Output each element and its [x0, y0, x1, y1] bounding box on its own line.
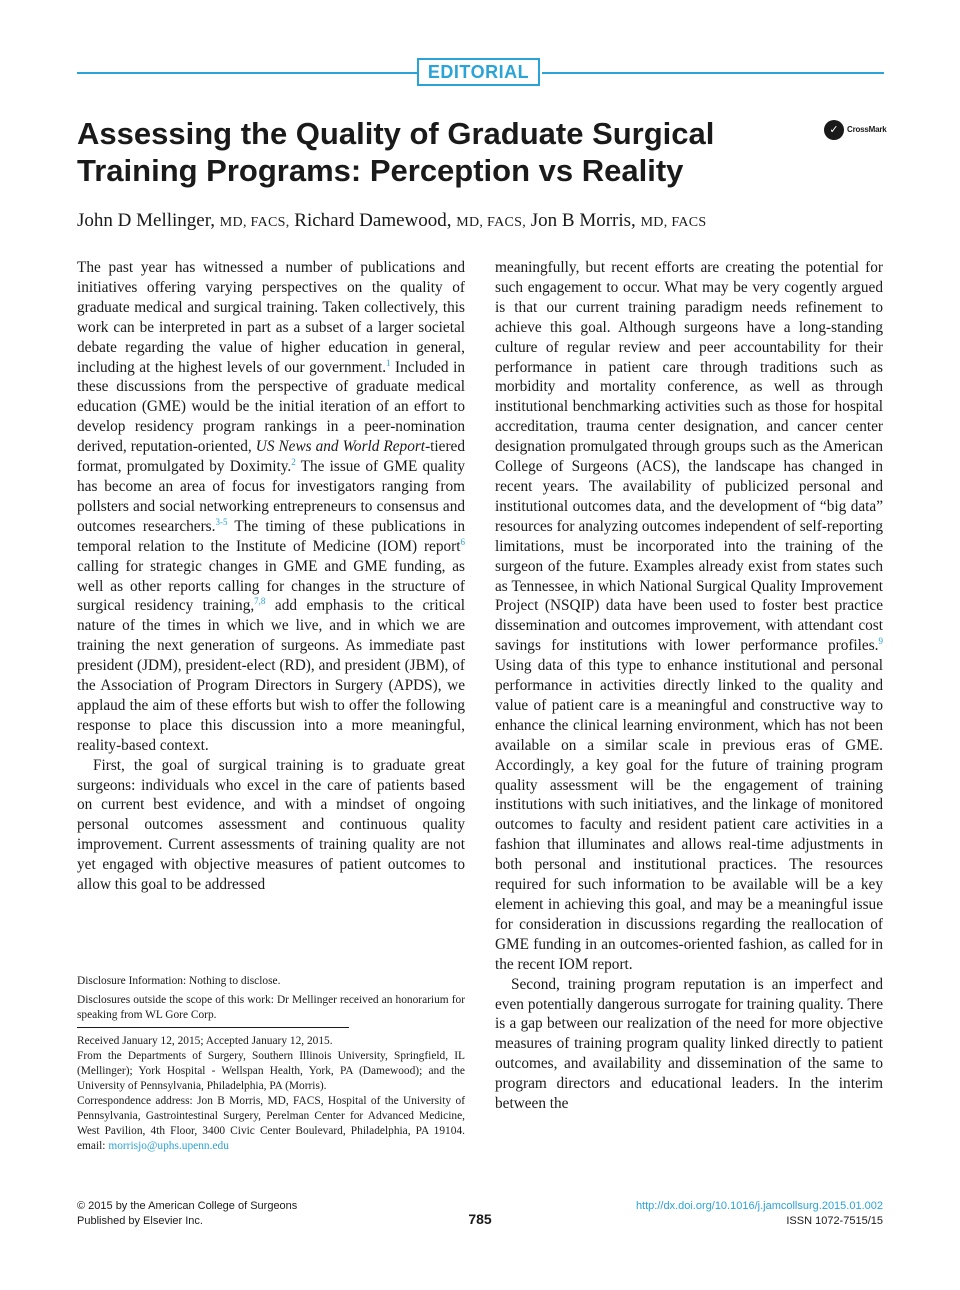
citation-link[interactable]: 1: [386, 357, 391, 368]
crossmark-icon: ✓: [824, 120, 844, 140]
doi-link[interactable]: http://dx.doi.org/10.1016/j.jamcollsurg.2015.01.002: [635, 1200, 883, 1212]
body-paragraph: [495, 258, 883, 975]
body-text: Using data of this type to enhance institutional and personal performance in activities directly linked to the quality and value of patient care is a meaningful and constructive way to enhance the clinical learning environment, which has not been available on a similar scale in previous eras of GME. Accordingly, a key goal for the future of training program quality assessment will be the engagement of training institutions with such initiatives, and the linkage of monitored outcomes to faculty and resident patient care activities in a fashion that illuminates and allows real-time adjustments in both personal and institutional practices. The resources required for such information to be available will be a key element in achieving this goal, and may be a meaningful issue for consideration in discussions regarding the reallocation of GME funding in an outcomes-oriented fashion, as called for in the recent IOM report.: [495, 657, 883, 973]
citation-link[interactable]: 7,8: [254, 596, 266, 607]
body-paragraph: Second, training program reputation is an imperfect and even potentially dangerous surrogate for training quality. There is a gap between our realization of the need for more objective measures of training program quality linked directly to patient outcomes, and availability and dissemination of the same to program directors and educational leaders. In the interim between the: [495, 975, 883, 1113]
author-list: [77, 209, 707, 235]
citation-link[interactable]: 6: [460, 536, 465, 547]
email-link[interactable]: morrisjo@uphs.upenn.edu: [108, 1140, 229, 1152]
author-name: Jon B Morris,: [530, 210, 636, 231]
body-text: Included in these discussions from the perspective of graduate medical education (GME) would be the initial iteration of an effort to develop residency program rankings in a peer-nomination derived, reputation-oriented,: [77, 358, 465, 456]
footer-right: [636, 1199, 883, 1229]
page-number: 785: [468, 1211, 492, 1227]
affiliations: From the Departments of Surgery, Southern Illinois University, Springfield, IL (Mellinger); York Hospital - Wellspan Health, York, PA (Damewood); and the University of Pennsylvania, Philadelphia, PA (Morris).: [77, 1050, 465, 1092]
body-text: The past year has witnessed a number of publications and initiatives offering varying perspectives on the quality of graduate medical and surgical training. Taken collectively, this work can be interpreted in part as a subset of a larger societal debate regarding the value of higher education in general, including at the highest levels of our government.: [77, 259, 465, 376]
body-text: The issue of GME quality has become an area of focus for investigators ranging from pollsters and social networking entrepreneurs to consensus and outcomes researchers.: [77, 458, 465, 535]
body-column-left: [77, 258, 465, 895]
body-text: meaningfully, but recent efforts are creating the potential for such engagement to occur. What may be very cogently argued is that our current training paradigm needs refinement to achieve this goal. Although surgeons have a long-standing culture of regular review and peer accountability for their performance in patient care through traditions such as morbidity and mortality conference, as well as through institutional benchmarking activities such as those for hospital accreditation, trauma center designation, and cancer center designation promulgated through groups such as the American College of Surgeons (ACS), the landscape has changed in recent years. The availability of publicized personal and institutional outcomes data, and the development of “big data” resources for analyzing outcomes independent of self-reporting limitations, must be incorporated into the training of the surgeon of the future. Examples already exist from states such as Tennessee, in which National Surgical Quality Improvement Project (NSQIP) data have been used to foster best practice dissemination and outcomes improvement, with attendant cost savings for institutions with lower performance profiles.: [495, 259, 883, 655]
publisher-line: Published by Elsevier Inc.: [77, 1215, 203, 1227]
author-degrees: MD, FACS: [640, 215, 707, 230]
body-text: The timing of these publications in temporal relation to the Institute of Medicine (IOM) report: [77, 517, 465, 555]
received-dates: Received January 12, 2015; Accepted January 12, 2015.: [77, 1035, 333, 1047]
body-paragraph: First, the goal of surgical training is to graduate great surgeons: individuals who excel in the care of patients based on current best evidence, and with a mindset of ongoing personal outcomes assessment and continuous quality improvement. Current assessments of training quality are not yet engaged with objective measures of patient outcomes to allow this goal to be addressed: [77, 756, 465, 894]
footnote-divider: [77, 1027, 349, 1028]
body-text: calling for strategic changes in GME and GME funding, as well as other reports calling for changes in the structure of surgical residency training,: [77, 557, 465, 615]
header-rule-left: [77, 72, 417, 74]
section-badge: EDITORIAL: [417, 58, 540, 86]
citation-link[interactable]: 9: [878, 636, 883, 647]
correspondence-address: [77, 1094, 465, 1154]
crossmark-badge[interactable]: [824, 120, 886, 142]
crossmark-label: CrossMark: [847, 125, 887, 134]
copyright-line: © 2015 by the American College of Surgeons: [77, 1200, 298, 1212]
body-text: -tiered format, promulgated by Doximity.: [77, 438, 465, 476]
correspondence-text: Correspondence address: Jon B Morris, MD, FACS, Hospital of the University of Pennsylvania, Gastrointestinal Surgery, Perelman Center for Advanced Medicine, West Pavilion, 4th Floor, 3400 Civic Center Boulevard, Philadelphia, PA 19104. email:: [77, 1095, 465, 1152]
author-name: Richard Damewood,: [294, 210, 452, 231]
footnotes: [77, 974, 465, 1154]
citation-link[interactable]: 3-5: [215, 516, 228, 527]
disclosure-note: Disclosure Information: Nothing to disclose.: [77, 975, 281, 987]
article-title: Assessing the Quality of Graduate Surgical Training Programs: Perception vs Reality: [77, 116, 715, 188]
body-text-italic: US News and World Report: [255, 438, 426, 456]
body-text: add emphasis to the critical nature of the times in which we live, and in which we are training the next generation of surgeons. As immediate past president (JDM), president-elect (RD), and president (JBM), of the Association of Program Directors in Surgery (APDS), we applaud the aim of these efforts but wish to offer the following response to place this discussion into a more meaningful, reality-based context.: [77, 597, 466, 754]
author-degrees: MD, FACS,: [456, 215, 527, 230]
citation-link[interactable]: 2: [291, 457, 296, 468]
body-paragraph: [77, 258, 465, 756]
author-name: John D Mellinger,: [77, 210, 216, 231]
body-column-right: [495, 258, 883, 1114]
author-degrees: MD, FACS,: [219, 215, 290, 230]
issn-line: ISSN 1072-7515/15: [786, 1215, 883, 1227]
footer-left: [77, 1199, 297, 1229]
header-rule-right: [542, 72, 884, 74]
disclosure-outside-note: Disclosures outside the scope of this work: Dr Mellinger received an honorarium for speaking from WL Gore Corp.: [77, 994, 465, 1021]
